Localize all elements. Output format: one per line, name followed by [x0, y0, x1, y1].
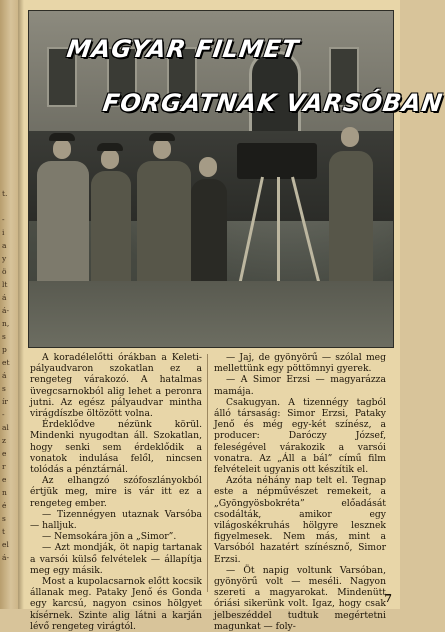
previous-page-fragment: á — [2, 371, 7, 380]
previous-page-fragment: ír — [2, 397, 8, 406]
previous-page-fragment: ö — [2, 267, 7, 276]
paragraph: — A Simor Erzsi — magyarázza mamája. — [214, 374, 386, 397]
photo-ground — [29, 281, 393, 347]
headline-line-1: MAGYAR FILMET — [65, 35, 301, 63]
article-body — [28, 352, 392, 632]
previous-page-fragment: e — [2, 475, 7, 484]
paragraph: Azóta néhány nap telt el. Tegnap este a népművészet remekeit, a „Gyöngyösbokréta” előadását csodálták, amikor egy világoskékruhás hölgyre lesznek figyelmesek. Nem más, mint a Varsóból hazatért színésznő, Simor Erzsi. — [214, 475, 386, 565]
previous-page-fragment: et — [2, 358, 10, 367]
photo-building — [29, 11, 393, 146]
photo-person-head — [53, 139, 71, 159]
photo-person-hat — [149, 133, 175, 141]
photo-person-head — [199, 157, 217, 177]
article-photo — [28, 10, 445, 348]
previous-page-fragment: a — [2, 241, 7, 250]
previous-page-fragment: al — [2, 423, 9, 432]
photo-person-hat — [97, 143, 123, 151]
previous-page-fragment: n, — [2, 319, 10, 328]
photo-person-hat — [49, 133, 75, 141]
previous-page-edge — [0, 0, 19, 609]
previous-page-fragment: n — [2, 488, 7, 497]
previous-page-fragment: z — [2, 436, 6, 445]
previous-page-fragment: lt — [2, 280, 8, 289]
film-camera — [237, 143, 317, 179]
paragraph: — Öt napig voltunk Varsóban, gyönyörű volt — meséli. Nagyon szereti a magyarokat. Mindenütt óriási sikerünk volt. Igaz, hogy csak jelbeszéddel tudtuk megértetni magunkat — foly- — [214, 564, 386, 632]
previous-page-fragment: é — [2, 501, 7, 510]
page-number: 7 — [384, 592, 392, 605]
paragraph: — Tizennégyen utaznak Varsóba — halljuk. — [30, 508, 202, 532]
previous-page-fragment: y — [2, 254, 7, 263]
previous-page-fragment: p — [2, 345, 7, 354]
paragraph: — Jaj, de gyönyörű — szólal meg mellettünk egy pöttömnyi gyerek. — [214, 352, 386, 375]
paragraph: Csakugyan. A tizennégy tagból álló társaság: Simor Erzsi, Pataky Jenő és még egy-két színész, a producer: Daróczy József, feleségével várakozik a varsói vonatra. Az „Áll a bál” című film felvételeit ugyanis ott készítik el. — [214, 396, 386, 476]
article-column-left — [30, 352, 202, 632]
previous-page-fragment: el — [2, 540, 9, 549]
magazine-page — [18, 0, 445, 632]
paragraph: Most a kupolacsarnok előtt kocsik állanak meg. Pataky Jenő és Gonda egy karcsú, nagyon csinos hölgyet kísérnek. Szinte alig látni a karján lévő rengeteg virágtól. — [30, 576, 202, 632]
previous-page-fragment: e — [2, 449, 7, 458]
paragraph: — Azt mondják, öt napig tartanak a varsói külső felvételek — állapítja meg egy másik. — [30, 542, 202, 576]
page-gutter-shadow — [18, 0, 24, 609]
photo-person-head — [341, 127, 359, 147]
previous-page-fragment: r — [2, 462, 6, 471]
previous-page-fragment: i — [2, 228, 5, 237]
previous-page-fragment: - — [2, 215, 5, 224]
paragraph: A koradélelőtti órákban a Keleti-pályaudvaron szokatlan ez a rengeteg várakozó. A hatalmas üvegcsarnokból alig lehet a peronra jutni. Az egész pályaudvar mintha virágdíszbe öltözött volna. — [30, 352, 202, 420]
paragraph: Az elhangzó szófoszlányokból értjük meg, mire is vár itt ez a rengeteg ember. — [30, 475, 202, 509]
photo-person — [329, 151, 373, 301]
paragraph: Érdeklődve nézünk körül. Mindenki nyugodtan áll. Szokatlan, hogy senki sem érdeklődik a vonatok indulása felől, nincsen tolódás a pénztárnál. — [30, 419, 202, 476]
previous-page-fragment: á- — [2, 306, 10, 315]
previous-page-fragment: á — [2, 293, 7, 302]
previous-page-fragment: s — [2, 514, 6, 523]
photo-person-head — [101, 149, 119, 169]
previous-page-fragment: - — [2, 410, 5, 419]
previous-page-fragment: t — [2, 527, 6, 536]
article-column-right — [214, 352, 386, 632]
previous-page-fragment: t. — [2, 189, 8, 198]
photo-person-head — [153, 139, 171, 159]
previous-page-fragment: á- — [2, 553, 10, 562]
column-divider — [207, 354, 208, 592]
headline-line-2: FORGATNAK VARSÓBAN — [101, 89, 445, 117]
previous-page-fragment: s — [2, 384, 6, 393]
paragraph: — Nemsokára jön a „Simor”. — [42, 531, 177, 543]
previous-page-fragment: s — [2, 332, 6, 341]
